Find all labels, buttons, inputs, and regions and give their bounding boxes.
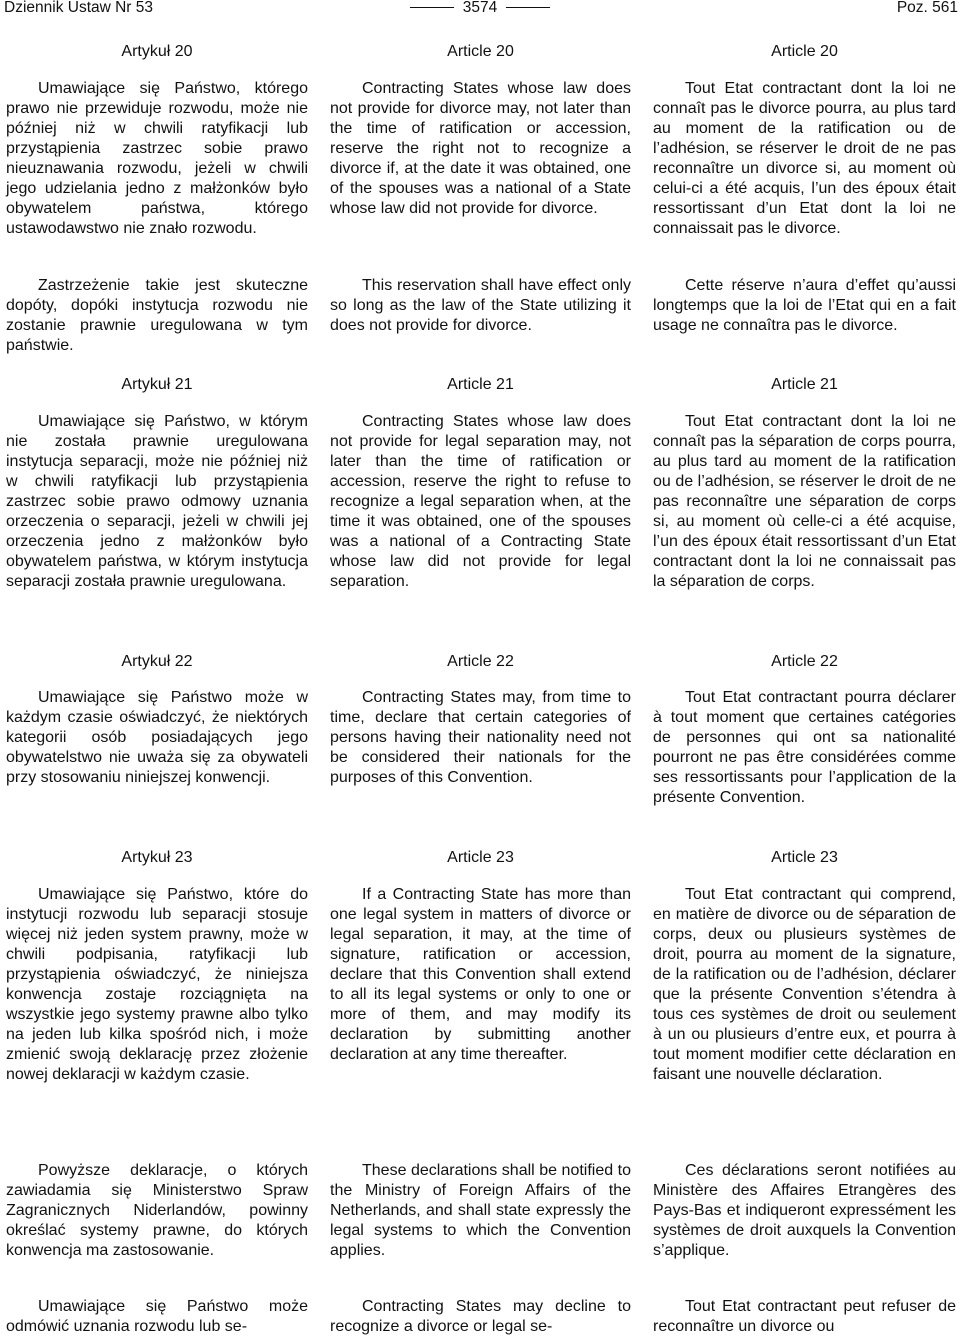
paragraph: Powyższe deklaracje, o których zawiadamia się Ministerstwo Spraw Zagranicznych Niderlandów, powinny określać systemy prawne, do których konwencja ma zastosowanie. <box>6 1162 308 1259</box>
dash-left <box>410 7 454 8</box>
article-heading: Article 22 <box>771 653 838 670</box>
paragraph: Umawiające się Państwo, którego prawo nie przewiduje rozwodu, może nie później niż w chwili ratyfikacji lub przystąpienia zastrzec sobie prawo nieuznawania rozwodu, jeżeli w chwili jego udzielania jedno z małżonków było obywatelem państwa, którego ustawodawstwo nie znało rozwodu. <box>6 80 308 237</box>
paragraph: Tout Etat contractant pourra déclarer à tout moment que certaines catégories de personnes qui ont sa nationalité pourront ne pas être considérées comme ses ressortissants pour l’application de la présente Convention. <box>653 689 956 806</box>
paragraph: Umawiające się Państwo, w którym nie została prawnie uregulowana instytucja separacji, może nie później niż w chwili ratyfikacji lub przystąpienia zastrzec sobie prawo odmowy uznania orzeczenia o separacji, jeżeli w chwili jej orzeczenia jedno z małżonków było obywatelem państwa, w którym instytucja separacji została prawnie uregulowana. <box>6 413 308 590</box>
article-heading: Article 21 <box>447 376 514 393</box>
paragraph: These declarations shall be notified to the Ministry of Foreign Affairs of the Netherlands, and shall state expressly the legal systems to which the Convention applies. <box>330 1162 631 1259</box>
paragraph: Umawiające się Państwo, które do instytucji rozwodu lub separacji stosuje więcej niż jeden system prawny, może w chwili podpisania, ratyfikacji lub przystąpienia oświadczyć, że niniejsza konwencja zostaje rozciągnięta na wszystkie jego systemy prawne albo tylko na jeden lub kilka spośród nich, i może zmienić swoją deklarację przez złożenie nowej deklaracji w każdym czasie. <box>6 886 308 1083</box>
paragraph: Tout Etat contractant qui comprend, en matière de divorce ou de séparation de corps, deux ou plusieurs systèmes de droit, pourra au moment de la signature, de la ratification ou de l’adhésion, déclarer que la présente Convention s’étendra à tous ces systèmes de droit ou seulement à un ou plusieurs d’entre eux, et pourra à tout moment modifier cette déclaration en faisant une nouvelle déclaration. <box>653 886 956 1083</box>
position-number: Poz. 561 <box>896 0 958 16</box>
article-heading: Article 23 <box>447 849 514 866</box>
paragraph: Contracting States may, from time to time, declare that certain categories of persons having their nationality need not be considered their nationals for the purposes of this Convention. <box>330 689 631 786</box>
article-heading: Article 20 <box>771 43 838 60</box>
article-heading: Artykuł 20 <box>121 43 193 60</box>
paragraph: Tout Etat contractant dont la loi ne connaît pas le divorce pourra, au plus tard au moment de la ratification ou de l’adhésion, se réserver le droit de ne pas reconnaître un divorce si, au moment où celui-ci a été acquis, l’un des époux était ressortissant d’un Etat dont la loi ne connaissait pas le divorce. <box>653 80 956 237</box>
paragraph: If a Contracting State has more than one legal system in matters of divorce or legal separation, it may, at the time of signature, ratification or accession, declare that this Convention shall extend to all its legal systems or only to one or more of them, and may modify its declaration by submitting another declaration at any time thereafter. <box>330 886 631 1063</box>
paragraph: Contracting States may decline to recognize a divorce or legal se- <box>330 1298 631 1335</box>
article-heading: Article 20 <box>447 43 514 60</box>
dash-right <box>506 7 550 8</box>
paragraph: Contracting States whose law does not provide for divorce may, not later than the time of ratification or accession, reserve the right not to recognize a divorce if, at the date it was obtained, one of the spouses was a national of a State whose law did not provide for divorce. <box>330 80 631 217</box>
article-heading: Article 21 <box>771 376 838 393</box>
journal-title: Dziennik Ustaw Nr 53 <box>4 0 154 16</box>
article-heading: Artykuł 21 <box>121 376 193 393</box>
paragraph: Contracting States whose law does not provide for legal separation may, not later than the time of ratification or accession, reserve the right to refuse to recognize a legal separation when, at the time it was obtained, one of the spouses was a national of a Contracting State whose law did not provide for legal separation. <box>330 413 631 590</box>
page-number: 3574 <box>380 0 580 16</box>
article-heading: Article 22 <box>447 653 514 670</box>
paragraph: This reservation shall have effect only so long as the law of the State utilizing it does not provide for divorce. <box>330 277 631 334</box>
paragraph: Zastrzeżenie takie jest skuteczne dopóty, dopóki instytucja rozwodu nie zostanie prawnie uregulowana w tym państwie. <box>6 277 308 354</box>
paragraph: Tout Etat contractant dont la loi ne connaît pas la séparation de corps pourra, au plus tard au moment de la ratification ou de l’adhésion, se réserver le droit de ne pas reconnaître une séparation de corps si, au moment où celle-ci a été acquise, l’un des époux était ressortissant d’un Etat contractant dont la loi ne connaissait pas la séparation de corps. <box>653 413 956 590</box>
article-heading: Artykuł 23 <box>121 849 193 866</box>
paragraph: Tout Etat contractant peut refuser de reconnaître un divorce ou <box>653 1298 956 1335</box>
page-header <box>0 0 960 22</box>
article-heading: Article 23 <box>771 849 838 866</box>
paragraph: Umawiające się Państwo może w każdym czasie oświadczyć, że niektórych kategorii osób posiadających jego obywatelstwo nie uważa się za obywateli przy stosowaniu niniejszej konwencji. <box>6 689 308 786</box>
paragraph: Cette réserve n’aura d’effet qu’aussi longtemps que la loi de l’Etat qui en a fait usage ne connaîtra pas le divorce. <box>653 277 956 334</box>
paragraph: Ces déclarations seront notifiées au Ministère des Affaires Etrangères des Pays-Bas et indiqueront expressément les systèmes de droit auxquels la Convention s’applique. <box>653 1162 956 1259</box>
article-heading: Artykuł 22 <box>121 653 193 670</box>
paragraph: Umawiające się Państwo może odmówić uznania rozwodu lub se- <box>6 1298 308 1335</box>
